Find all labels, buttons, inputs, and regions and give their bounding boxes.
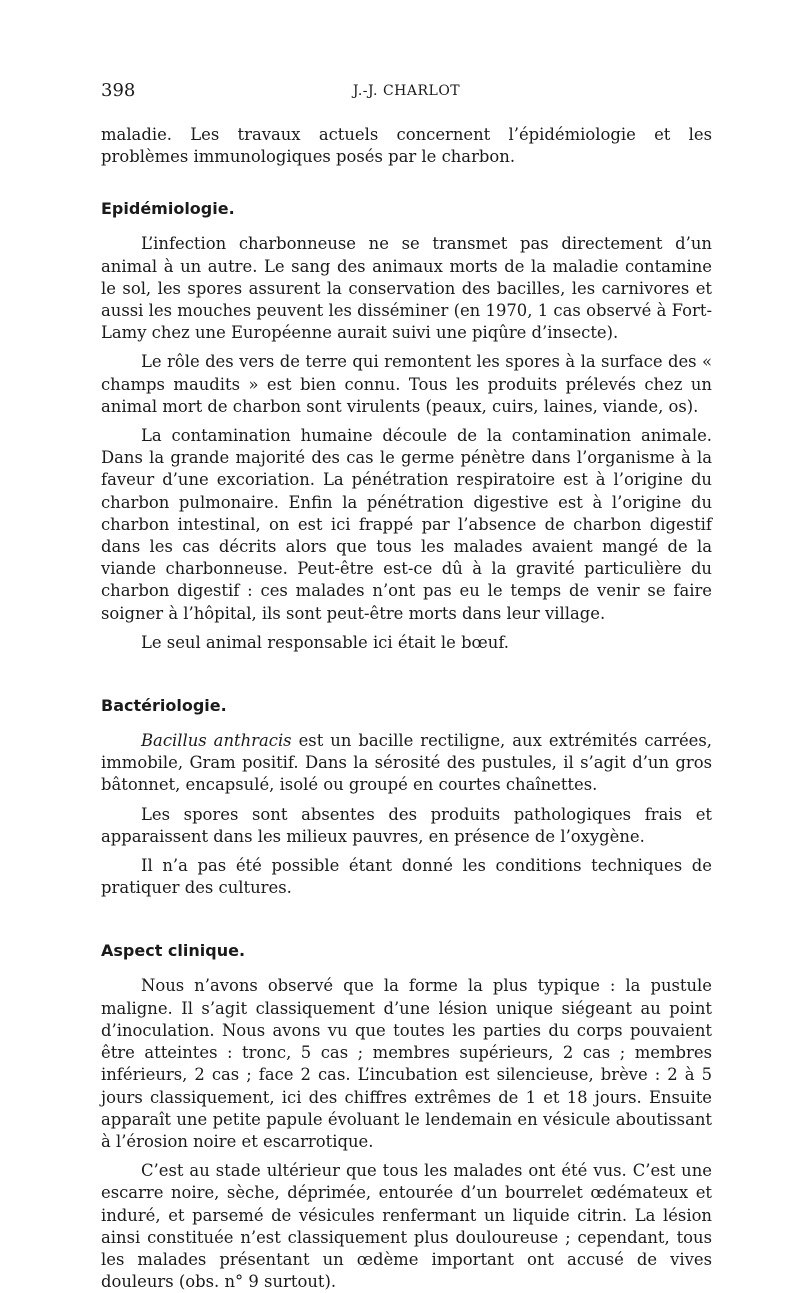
bacteriologie-paragraph-1-text: est un bacille rectiligne, aux extrémités carrées, immobile, Gram positif. Dans la sérosité des pustules, il s’agit d’un gros bâtonnet, encapsulé, isolé ou groupé en courtes chaînettes. xyxy=(101,731,713,795)
epidemiologie-paragraph-1: L’infection charbonneuse ne se transmet pas directement d’un animal à un autre. Le sang des animaux morts de la maladie contamine le sol, les spores assurent la conservation des bacilles, les carnivores et aussi les mouches peuvent les disséminer (en 1970, 1 cas observé à Fort-Lamy chez une Européenne aurait suivi une piqûre d’insecte). xyxy=(101,234,712,343)
page-number: 398 xyxy=(101,80,136,101)
section-title-bacteriologie: Bactériologie. xyxy=(101,696,227,716)
epidemiologie-paragraph-2: Le rôle des vers de terre qui remontent les spores à la surface des « champs maudits » est bien connu. Tous les produits prélevés chez un animal mort de charbon sont virulents (peaux, cuirs, laines, viande, os). xyxy=(101,352,712,416)
section-title-epidemiologie: Epidémiologie. xyxy=(101,199,235,219)
bacteriologie-paragraph-2: Les spores sont absentes des produits pathologiques frais et apparaissent dans les milieux pauvres, en présence de l’oxygène. xyxy=(101,804,712,846)
epidemiologie-paragraph-4: Le seul animal responsable ici était le bœuf. xyxy=(141,632,510,652)
bacteriologie-paragraph-1 xyxy=(101,730,712,797)
aspect-paragraph-2: C’est au stade ultérieur que tous les malades ont été vus. C’est une escarre noire, sèche, déprimée, entourée d’un bourrelet œdémateux et induré, et parsemé de vésicules renfermant un liquide citrin. La lésion ainsi constituée n’est classiquement plus douloureuse ; cependant, tous les malades présentant un œdème important ont accusé de vives douleurs (obs. n° 9 surtout). xyxy=(101,1161,712,1292)
aspect-paragraph-1: Nous n’avons observé que la forme la plus typique : la pustule maligne. Il s’agit classiquement d’une lésion unique siégeant au point d’inoculation. Nous avons vu que toutes les parties du corps pouvaient être atteintes : tronc, 5 cas ; membres supérieurs, 2 cas ; membres inférieurs, 2 cas ; face 2 cas. L’incubation est silencieuse, brève : 2 à 5 jours classiquement, ici des chiffres extrêmes de 1 et 18 jours. Ensuite apparaît une petite papule évoluant le lendemain en vésicule aboutissant à l’érosion noire et escarrotique. xyxy=(101,976,712,1151)
bacteriologie-paragraph-3: Il n’a pas été possible étant donné les conditions techniques de pratiquer des cultures. xyxy=(101,856,712,898)
page-body xyxy=(101,124,712,1293)
intro-paragraph: maladie. Les travaux actuels concernent l’épidémiologie et les problèmes immunologiques posés par le charbon. xyxy=(101,125,712,167)
section-title-aspect-clinique: Aspect clinique. xyxy=(101,941,246,961)
page-header xyxy=(101,80,712,104)
species-name: Bacillus anthracis xyxy=(141,731,292,751)
running-head: J.-J. CHARLOT xyxy=(352,83,461,99)
epidemiologie-paragraph-3: La contamination humaine découle de la contamination animale. Dans la grande majorité des cas le germe pénètre dans l’organisme à la faveur d’une excoriation. La pénétration respiratoire est à l’origine du charbon pulmonaire. Enfin la pénétration digestive est à l’origine du charbon intestinal, on est ici frappé par l’absence de charbon digestif dans les cas décrits alors que tous les malades avaient mangé de la viande charbonneuse. Peut-être est-ce dû à la gravité particulière du charbon digestif : ces malades n’ont pas eu le temps de venir se faire soigner à l’hôpital, ils sont peut-être morts dans leur village. xyxy=(101,426,712,623)
